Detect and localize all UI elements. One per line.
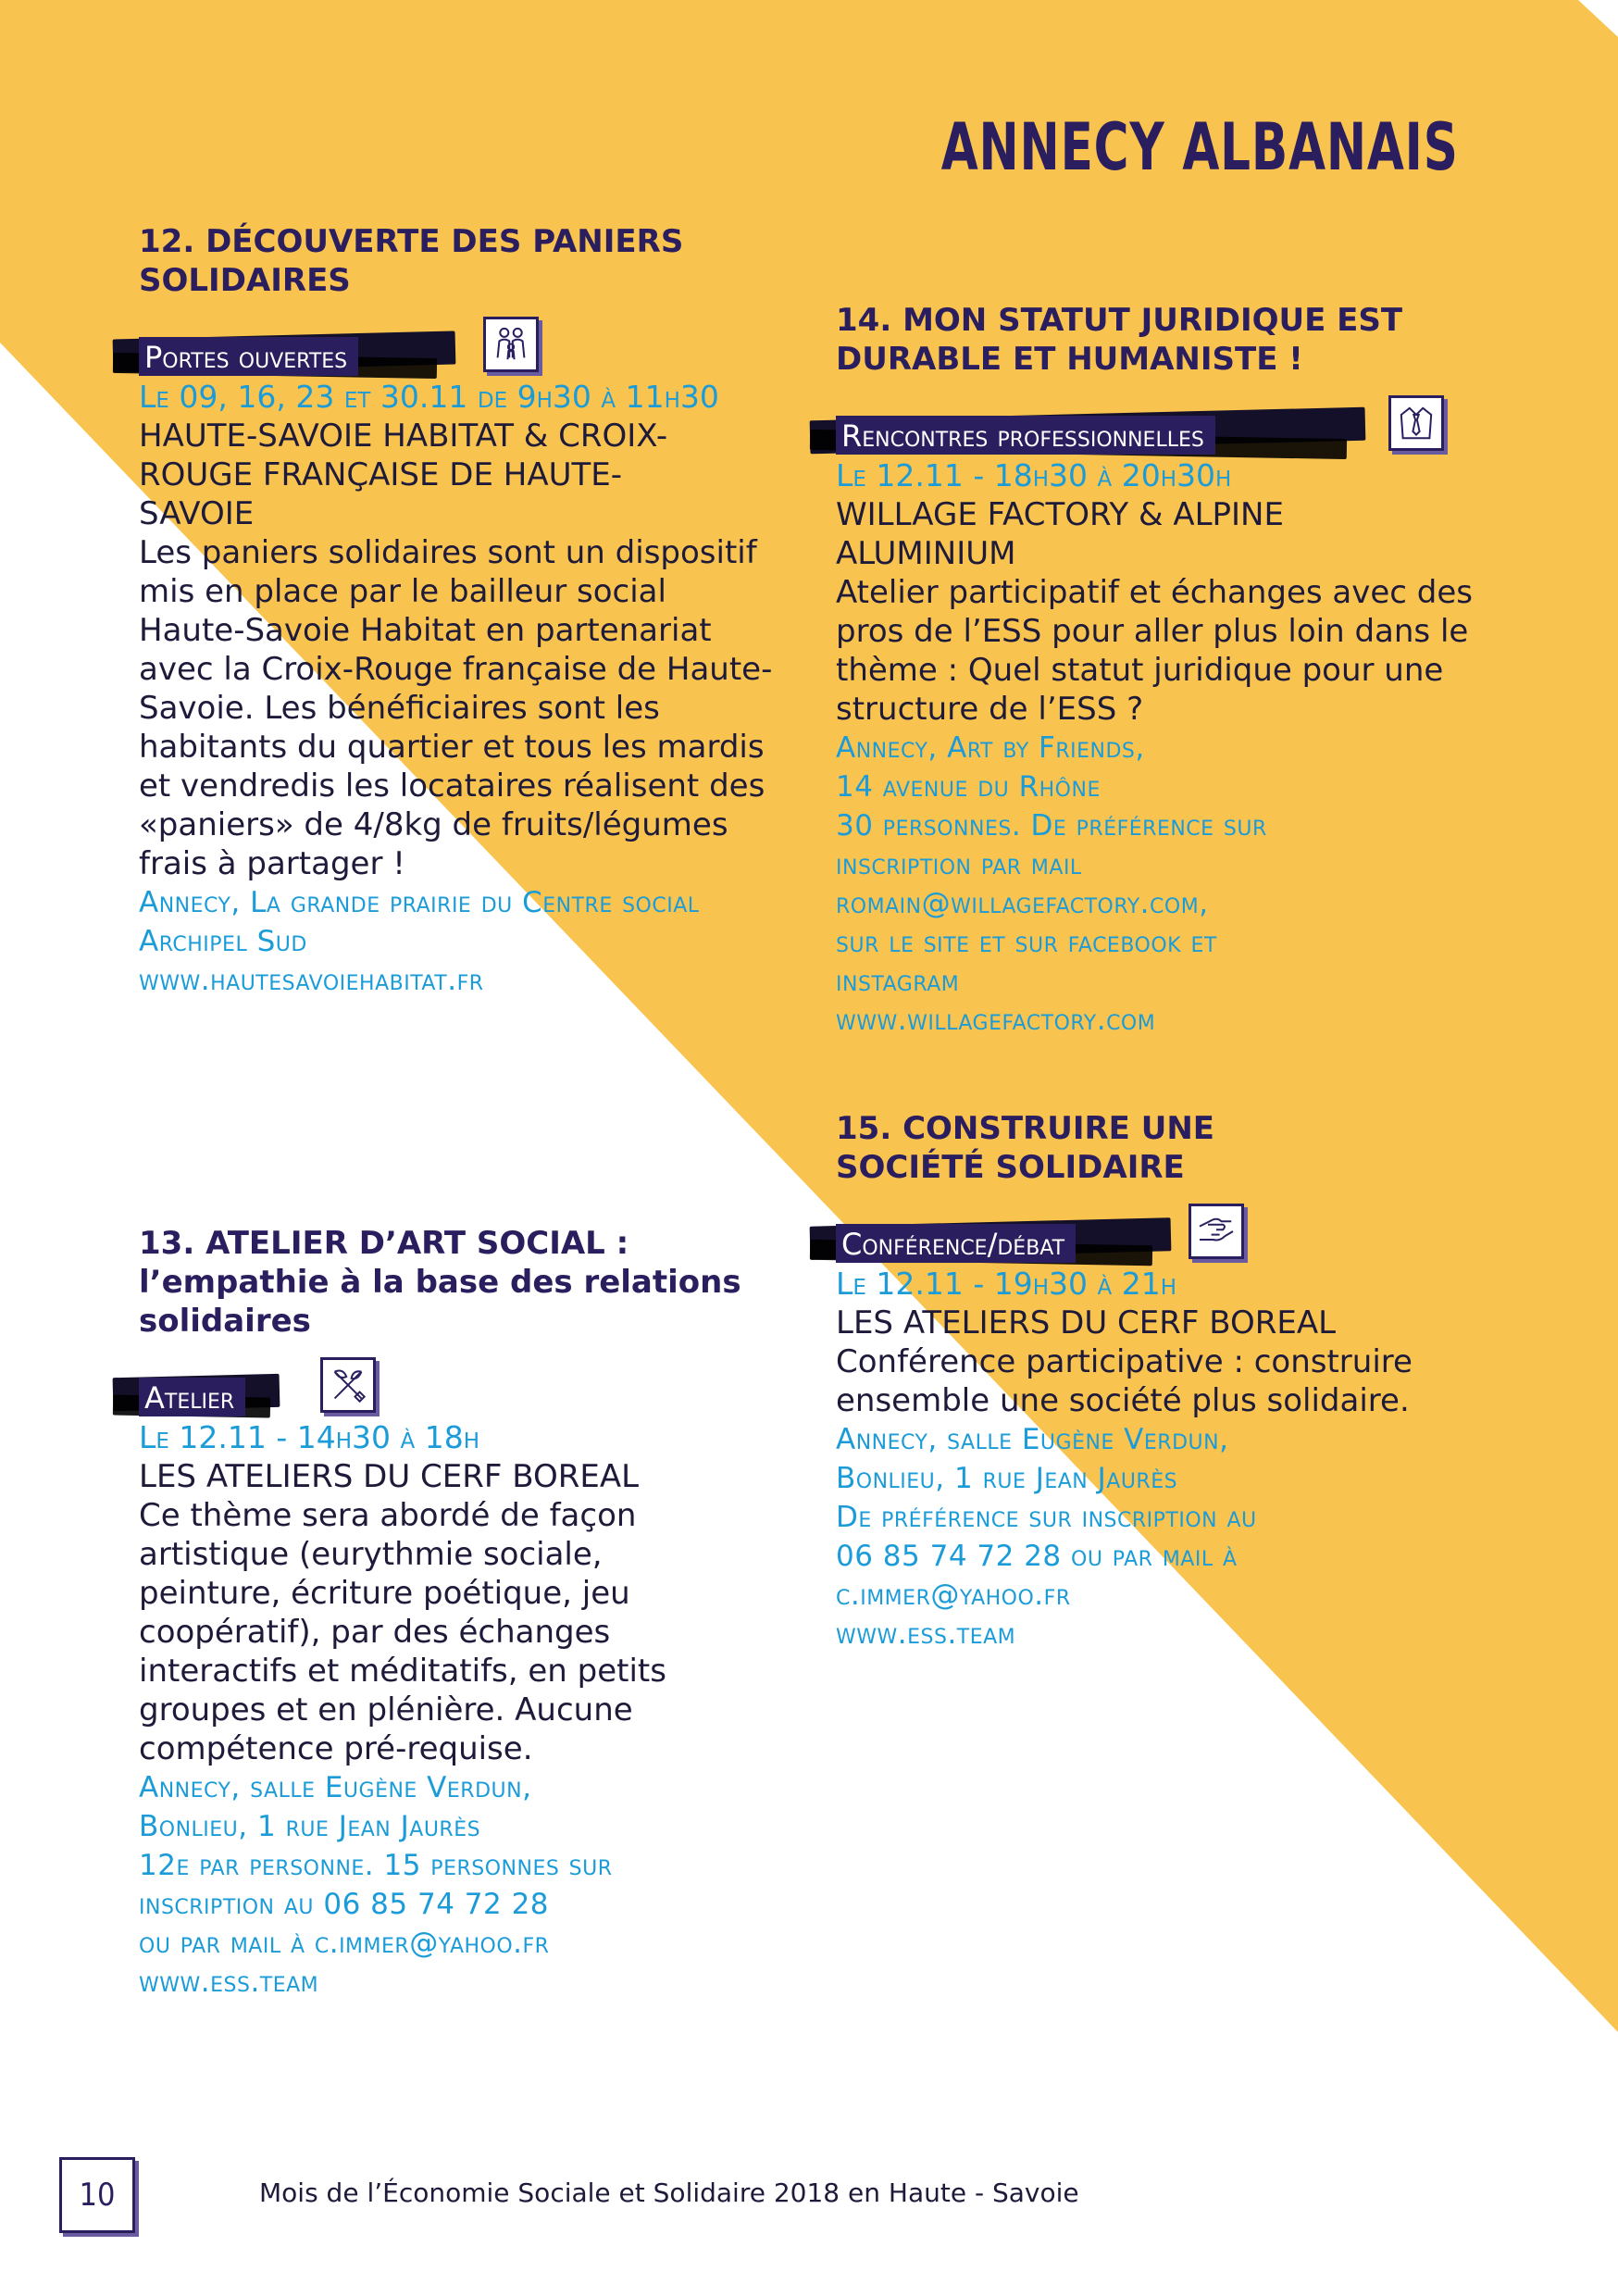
event-info-line: Annecy, salle Eugène Verdun, (836, 1423, 1229, 1456)
event-card-13 (139, 1224, 805, 2002)
event-website-link[interactable]: www.hautesavoiehabitat.fr (139, 964, 484, 997)
event-info-line: 14 avenue du Rhône (836, 770, 1101, 804)
event-organizer: HAUTE-SAVOIE HABITAT & CROIX-ROUGE FRANÇAISE DE HAUTE-SAVOIE (139, 418, 668, 532)
event-organizer: WILLAGE FACTORY & ALPINE ALUMINIUM (836, 496, 1284, 572)
event-title: 12. DÉCOUVERTE DES PANIERS SOLIDAIRES (139, 223, 684, 299)
event-description: Atelier participatif et échanges avec des pros de l’ESS pour aller plus loin dans le thème : Quel statut juridique pour une structure de l’ESS ? (836, 574, 1474, 728)
event-tag-row (139, 1346, 805, 1418)
event-info-line: Annecy, salle Eugène Verdun, (139, 1771, 532, 1804)
event-info-line: inscription au 06 85 74 72 28 (139, 1888, 550, 1921)
event-type-tag: Portes ouvertes (139, 337, 358, 376)
event-organizer: LES ATELIERS DU CERF BOREAL (836, 1304, 1337, 1341)
tools-icon (320, 1357, 376, 1413)
event-title: 13. ATELIER D’ART SOCIAL : l’empathie à la base des relations solidaires (139, 1225, 741, 1340)
event-date: Le 12.11 - 19h30 à 21h (836, 1266, 1177, 1302)
event-card-12 (139, 222, 805, 1000)
event-info-line: 06 85 74 72 28 ou par mail à (836, 1540, 1238, 1573)
handshake-icon (1189, 1204, 1244, 1259)
event-date: Le 09, 16, 23 et 30.11 de 9h30 à 11h30 (139, 379, 719, 415)
event-type-tag: Rencontres professionnelles (836, 416, 1215, 455)
event-info-line: instagram (836, 965, 960, 998)
event-type-tag: Atelier (139, 1378, 245, 1416)
event-card-14 (836, 301, 1502, 1040)
event-title: 15. CONSTRUIRE UNE SOCIÉTÉ SOLIDAIRE (836, 1110, 1215, 1186)
event-website-link[interactable]: www.ess.team (836, 1617, 1016, 1651)
region-title: ANNECY ALBANAIS (940, 109, 1459, 185)
event-info-line: 30 personnes. De préférence sur (836, 809, 1267, 842)
page-number: 10 (59, 2157, 135, 2233)
event-date: Le 12.11 - 18h30 à 20h30h (836, 457, 1232, 493)
family-icon (483, 317, 539, 372)
event-website-link[interactable]: www.willagefactory.com (836, 1004, 1156, 1037)
event-type-tag: Conférence/débat (836, 1224, 1076, 1263)
event-organizer: LES ATELIERS DU CERF BOREAL (139, 1458, 640, 1495)
event-info-line: Bonlieu, 1 rue Jean Jaurès (836, 1462, 1178, 1495)
event-description: Ce thème sera abordé de façon artistique (eurythmie sociale, peinture, écriture poétique, jeu coopératif), par des échanges interactifs et méditatifs, en petits groupes et en plénière. Aucune compétence pré-requise. (139, 1497, 666, 1767)
event-tag-row (836, 384, 1502, 456)
event-email-link[interactable]: romain@willagefactory.com, (836, 887, 1209, 920)
event-website-link[interactable]: www.ess.team (139, 1965, 319, 1999)
event-title: 14. MON STATUT JURIDIQUE EST DURABLE ET HUMANISTE ! (836, 302, 1403, 378)
event-description: Les paniers solidaires sont un dispositif mis en place par le bailleur social Haute-Savoie Habitat en partenariat avec la Croix-Rouge française de Haute-Savoie. Les bénéficiaires sont les habitants du quartier et tous les mardis et vendredis les locataires réalisent des «paniers» de 4/8kg de fruits/légumes frais à partager ! (139, 534, 773, 882)
event-email-link[interactable]: c.immer@yahoo.fr (836, 1578, 1071, 1612)
event-info-line: De préférence sur inscription au (836, 1501, 1257, 1534)
event-card-15 (836, 1109, 1502, 1653)
event-info-line: inscription par mail (836, 848, 1082, 881)
event-info-line: Annecy, Art by Friends, (836, 731, 1145, 765)
event-tag-row (836, 1192, 1502, 1265)
event-description: Conférence participative : construire ensemble une société plus solidaire. (836, 1343, 1413, 1419)
event-date: Le 12.11 - 14h30 à 18h (139, 1419, 480, 1455)
shirt-tie-icon (1388, 395, 1444, 451)
event-info-line: 12e par personne. 15 personnes sur (139, 1849, 613, 1882)
event-info-line: sur le site et sur facebook et (836, 926, 1217, 959)
footer-title: Mois de l’Économie Sociale et Solidaire 2018 en Haute - Savoie (259, 2177, 1079, 2208)
event-info-line: ou par mail à c.immer@yahoo.fr (139, 1927, 550, 1960)
event-location: Annecy, La grande prairie du Centre social Archipel Sud (139, 886, 700, 958)
event-tag-row (139, 306, 805, 378)
event-info-line: Bonlieu, 1 rue Jean Jaurès (139, 1810, 481, 1843)
